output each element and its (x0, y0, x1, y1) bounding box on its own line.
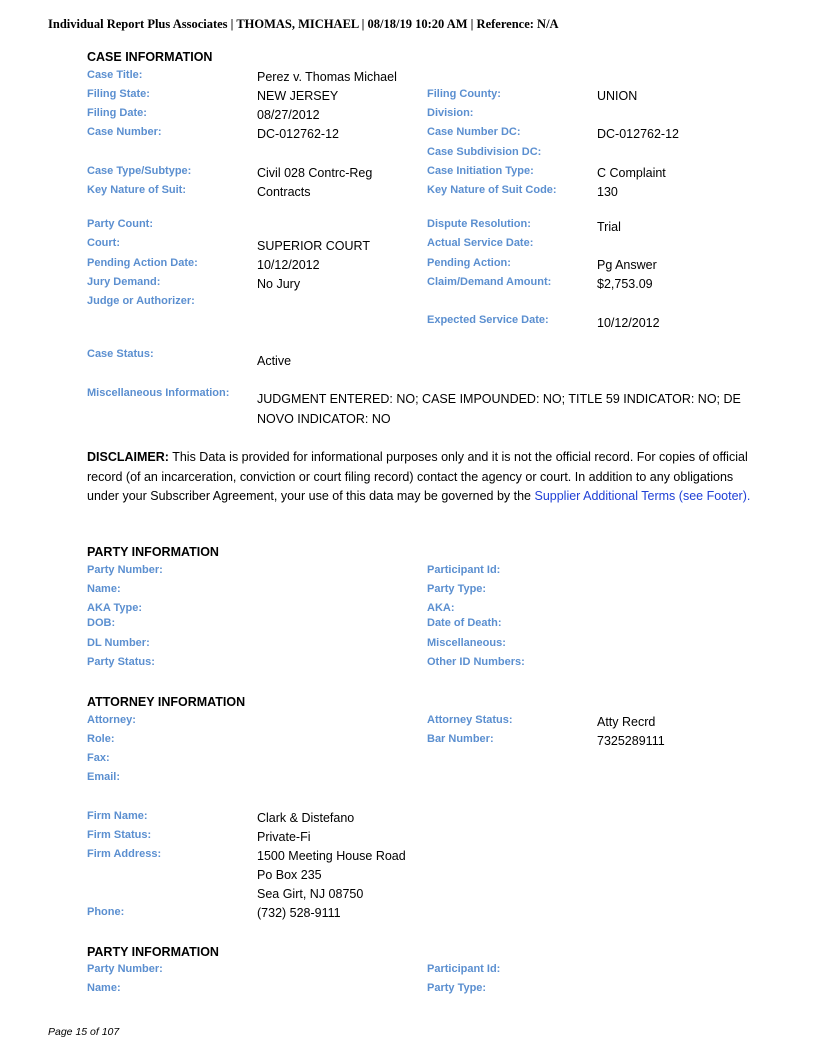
party-information-heading-2: PARTY INFORMATION (87, 945, 219, 959)
key-nature-code-value: 130 (597, 185, 618, 199)
supplier-terms-link[interactable]: Supplier Additional Terms (see Footer). (534, 489, 751, 503)
firm-name-label: Firm Name: (87, 810, 148, 822)
date-of-death-label: Date of Death: (427, 617, 502, 629)
role-label: Role: (87, 733, 115, 745)
phone-value: (732) 528-9111 (257, 906, 341, 920)
email-label: Email: (87, 771, 121, 783)
key-nature-label: Key Nature of Suit: (87, 184, 187, 196)
key-nature-code-label: Key Nature of Suit Code: (427, 184, 557, 196)
dob-label: DOB: (87, 617, 116, 629)
firm-status-label: Firm Status: (87, 829, 152, 841)
dispute-resolution-value: Trial (597, 220, 621, 234)
division-label: Division: (427, 107, 474, 119)
case-number-label: Case Number: (87, 126, 162, 138)
participant-id-label-2: Participant Id: (427, 963, 501, 975)
participant-id-label: Participant Id: (427, 564, 501, 576)
case-number-dc-label: Case Number DC: (427, 126, 521, 138)
pending-action-label: Pending Action: (427, 257, 511, 269)
firm-address-line2: Po Box 235 (257, 868, 322, 882)
pending-action-value: Pg Answer (597, 258, 657, 272)
firm-address-line1: 1500 Meeting House Road (257, 849, 406, 863)
expected-service-date-value: 10/12/2012 (597, 316, 660, 330)
disclaimer (87, 448, 752, 507)
court-value: SUPERIOR COURT (257, 239, 370, 253)
misc-information-label: Miscellaneous Information: (87, 387, 230, 399)
key-nature-value: Contracts (257, 185, 311, 199)
jury-demand-label: Jury Demand: (87, 276, 161, 288)
bar-number-label: Bar Number: (427, 733, 494, 745)
party-number-label: Party Number: (87, 564, 163, 576)
case-status-label: Case Status: (87, 348, 154, 360)
filing-county-label: Filing County: (427, 88, 501, 100)
case-number-value: DC-012762-12 (257, 127, 339, 141)
miscellaneous-label: Miscellaneous: (427, 637, 506, 649)
firm-address-label: Firm Address: (87, 848, 162, 860)
claim-amount-label: Claim/Demand Amount: (427, 276, 552, 288)
claim-amount-value: $2,753.09 (597, 277, 653, 291)
judge-label: Judge or Authorizer: (87, 295, 195, 307)
firm-address-line3: Sea Girt, NJ 08750 (257, 887, 364, 901)
case-type-value: Civil 028 Contrc-Reg (257, 166, 373, 180)
jury-demand-value: No Jury (257, 277, 301, 291)
actual-service-date-label: Actual Service Date: (427, 237, 534, 249)
case-initiation-type-label: Case Initiation Type: (427, 165, 534, 177)
case-status-value: Active (257, 354, 292, 368)
bar-number-value: 7325289111 (597, 734, 665, 748)
case-number-dc-value: DC-012762-12 (597, 127, 679, 141)
fax-label: Fax: (87, 752, 110, 764)
case-title-label: Case Title: (87, 69, 143, 81)
dispute-resolution-label: Dispute Resolution: (427, 218, 531, 230)
party-type-label: Party Type: (427, 583, 487, 595)
filing-state-value: NEW JERSEY (257, 89, 339, 103)
case-title-value: Perez v. Thomas Michael (257, 70, 397, 84)
attorney-label: Attorney: (87, 714, 136, 726)
pending-action-date-value: 10/12/2012 (257, 258, 320, 272)
party-information-heading: PARTY INFORMATION (87, 545, 219, 559)
case-initiation-type-value: C Complaint (597, 166, 666, 180)
phone-label: Phone: (87, 906, 125, 918)
page-number: Page 15 of 107 (48, 1026, 120, 1038)
report-header: Individual Report Plus Associates | THOMAS, MICHAEL | 08/18/19 10:20 AM | Reference: N/A (48, 17, 559, 31)
filing-date-value: 08/27/2012 (257, 108, 320, 122)
party-number-label-2: Party Number: (87, 963, 163, 975)
attorney-status-value: Atty Recrd (597, 715, 656, 729)
disclaimer-text: This Data is provided for informational purposes only and it is not the official record. For copies of official record (of an incarceration, conviction or court filing record) contact the agency or court. In addition to any obligations under your Subscriber Agreement, your use of this data may be governed by the (87, 450, 748, 503)
attorney-information-heading: ATTORNEY INFORMATION (87, 695, 246, 709)
filing-state-label: Filing State: (87, 88, 150, 100)
firm-status-value: Private-Fi (257, 830, 311, 844)
pending-action-date-label: Pending Action Date: (87, 257, 198, 269)
filing-date-label: Filing Date: (87, 107, 147, 119)
party-count-label: Party Count: (87, 218, 153, 230)
case-type-label: Case Type/Subtype: (87, 165, 192, 177)
aka-type-label: AKA Type: (87, 602, 142, 614)
disclaimer-label: DISCLAIMER: (87, 450, 169, 464)
party-type-label-2: Party Type: (427, 982, 487, 994)
attorney-status-label: Attorney Status: (427, 714, 513, 726)
expected-service-date-label: Expected Service Date: (427, 314, 549, 326)
firm-name-value: Clark & Distefano (257, 811, 355, 825)
case-subdivision-dc-label: Case Subdivision DC: (427, 146, 542, 158)
case-information-heading: CASE INFORMATION (87, 50, 213, 64)
dl-number-label: DL Number: (87, 637, 150, 649)
court-label: Court: (87, 237, 120, 249)
party-status-label: Party Status: (87, 656, 155, 668)
misc-information-value: JUDGMENT ENTERED: NO; CASE IMPOUNDED: NO; TITLE 59 INDICATOR: NO; DE NOVO INDICATOR: NO (257, 392, 741, 426)
other-id-numbers-label: Other ID Numbers: (427, 656, 525, 668)
aka-label: AKA: (427, 602, 455, 614)
name-label-2: Name: (87, 982, 121, 994)
filing-county-value: UNION (597, 89, 638, 103)
name-label: Name: (87, 583, 121, 595)
